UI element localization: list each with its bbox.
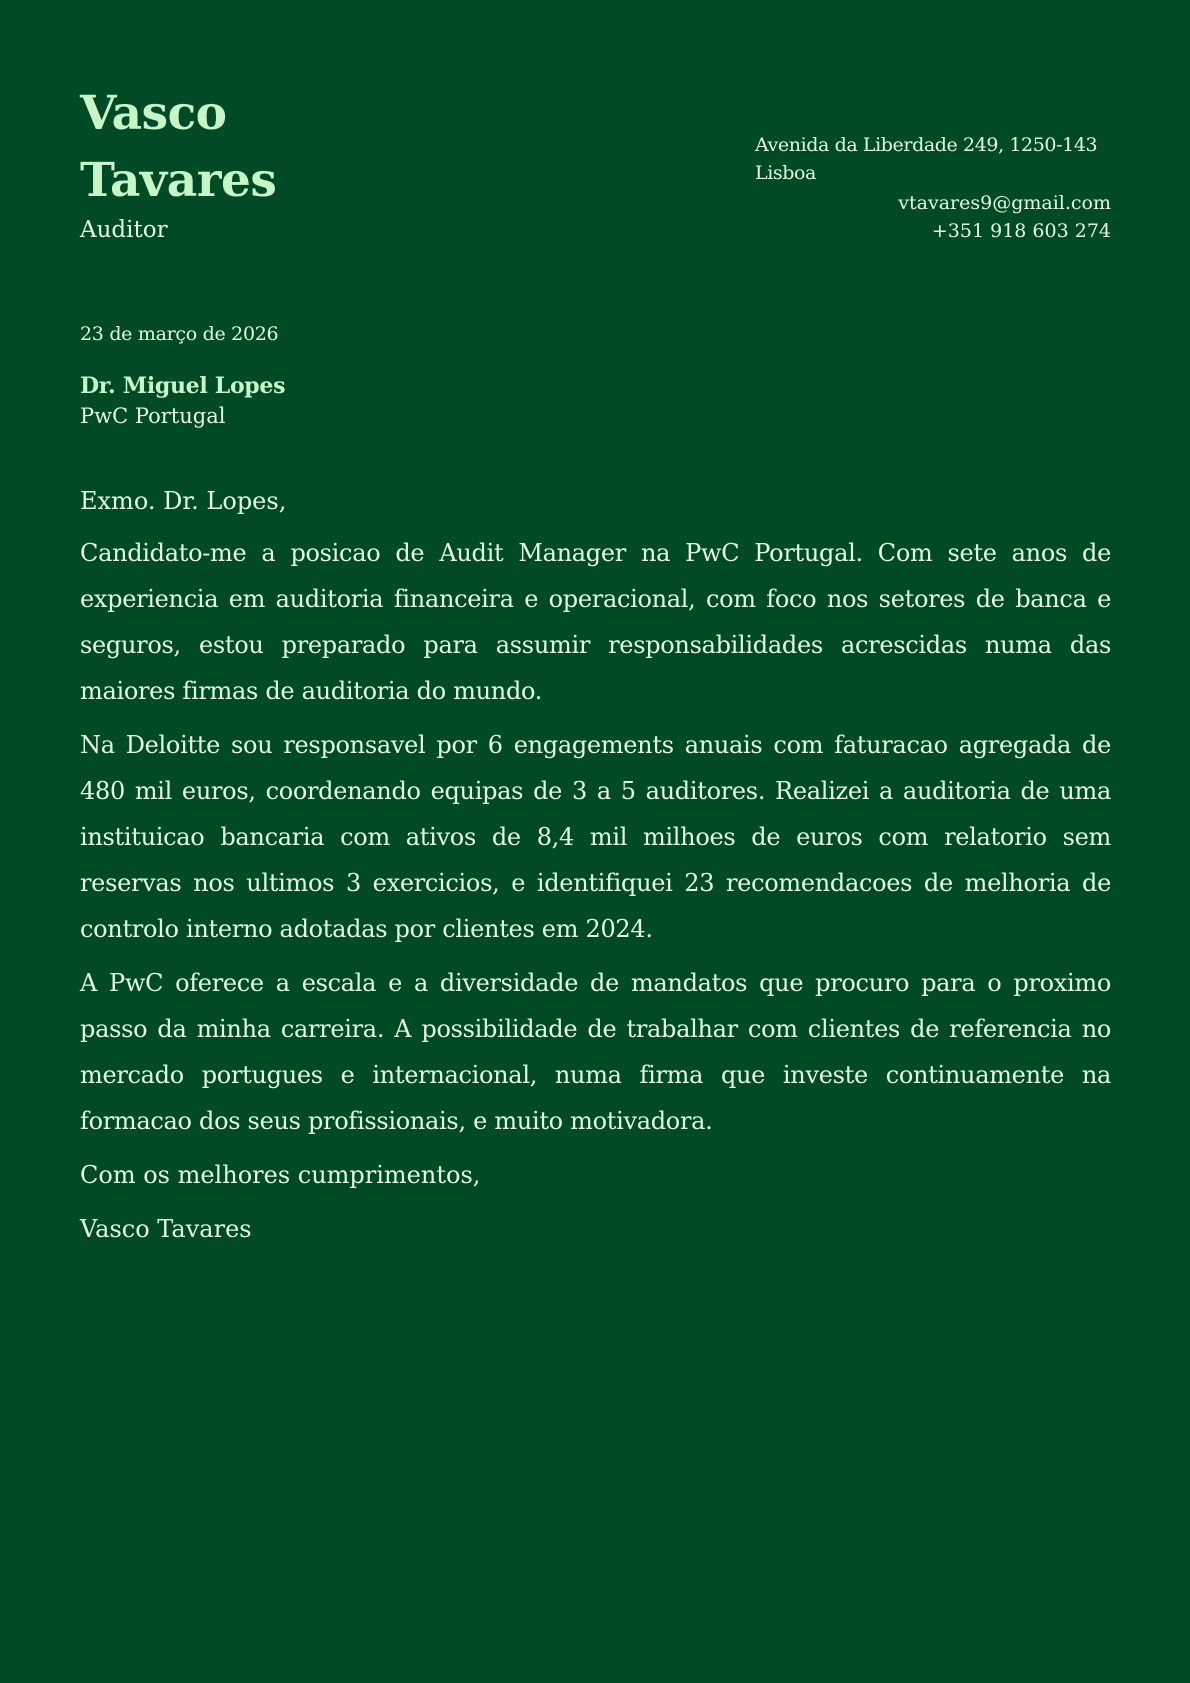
- body-paragraph: Candidato-me a posicao de Audit Manager na PwC Portugal. Com sete anos de experiencia em auditoria financeira e operacional, com foco nos setores de banca e seguros, estou preparado para assumir responsabilidades acrescidas numa das maiores firmas de auditoria do mundo.: [80, 539, 1111, 705]
- applicant-role: Auditor: [80, 217, 168, 243]
- recipient-block: [80, 371, 285, 431]
- signature: Vasco Tavares: [80, 1215, 252, 1243]
- salutation: Exmo. Dr. Lopes,: [80, 487, 287, 515]
- letter-date: 23 de março de 2026: [80, 323, 279, 345]
- closing: Com os melhores cumprimentos,: [80, 1161, 481, 1189]
- contact-phone: +351 918 603 274: [931, 220, 1111, 242]
- applicant-first-name: Vasco: [80, 86, 227, 141]
- contact-block: [731, 131, 1111, 245]
- body-paragraph: A PwC oferece a escala e a diversidade de mandatos que procuro para o proximo passo da minha carreira. A possibilidade de trabalhar com clientes de referencia no mercado portugues e internacional, numa firma que investe continuamente na formacao dos seus profissionais, e muito motivadora.: [80, 969, 1111, 1135]
- letter-header: [80, 0, 1111, 260]
- body-paragraph: Na Deloitte sou responsavel por 6 engagements anuais com faturacao agregada de 480 mil euros, coordenando equipas de 3 a 5 auditores. Realizei a auditoria de uma instituicao bancaria com ativos de 8,4 mil milhoes de euros com relatorio sem reservas nos ultimos 3 exercicios, e identifiquei 23 recomendacoes de melhoria de controlo interno adotadas por clientes em 2024.: [80, 731, 1111, 943]
- applicant-last-name: Tavares: [80, 153, 277, 208]
- contact-email: vtavares9@gmail.com: [898, 192, 1111, 214]
- recipient-name: Dr. Miguel Lopes: [80, 373, 286, 399]
- contact-address: Avenida da Liberdade 249, 1250-143 Lisboa: [755, 134, 1098, 184]
- applicant-name: [80, 80, 276, 214]
- recipient-organization: PwC Portugal: [80, 404, 226, 428]
- cover-letter-page: [80, 0, 1111, 1683]
- letter-body: [80, 478, 1111, 1260]
